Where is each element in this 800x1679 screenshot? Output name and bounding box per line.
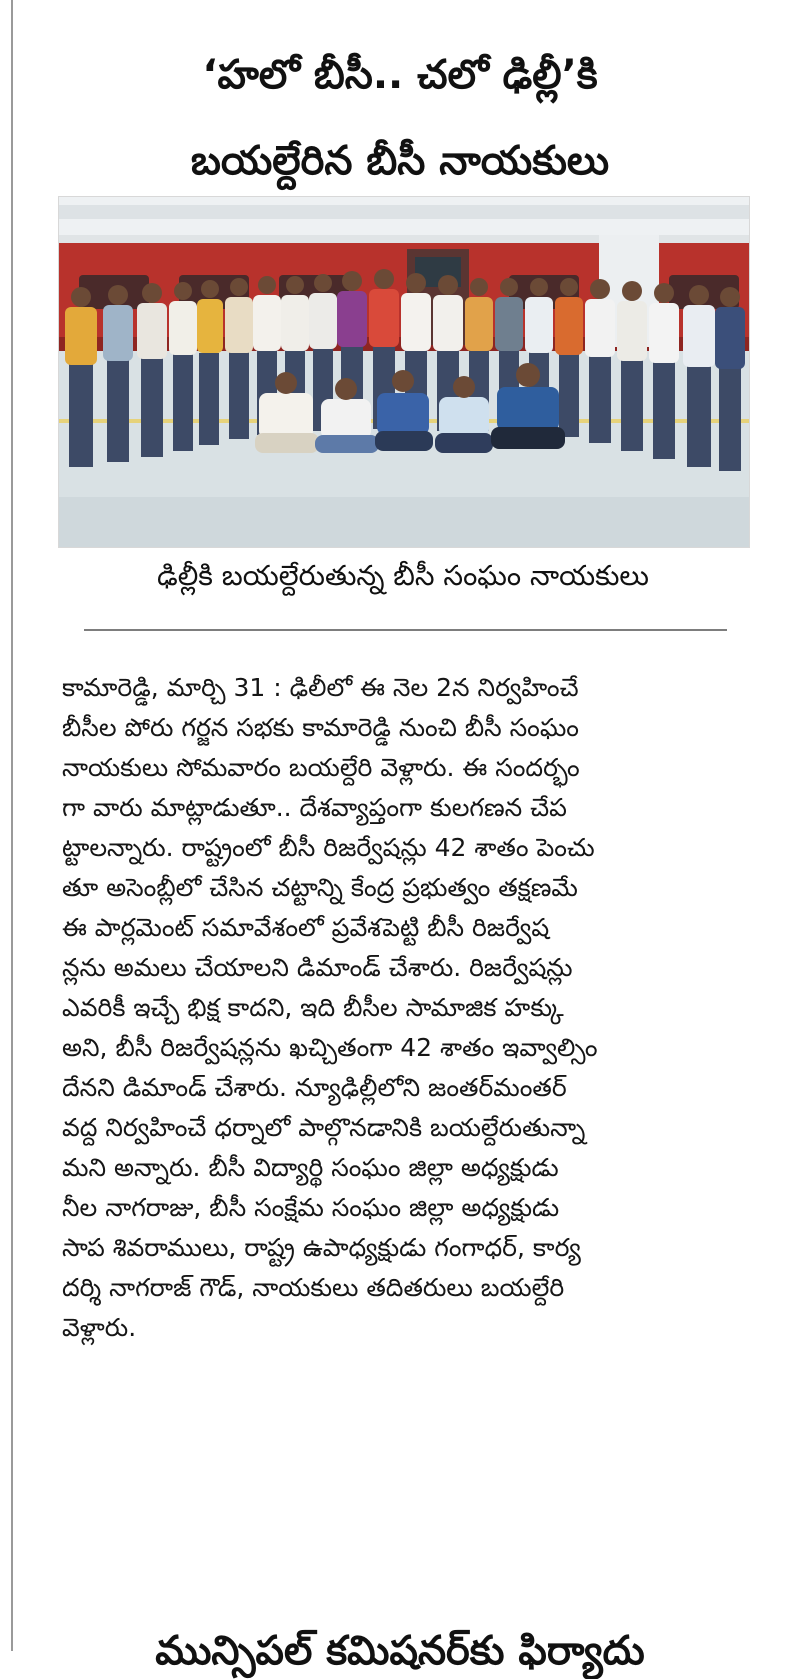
body-line: ఎవరికీ ఇచ్చే భిక్ష కాదని, ఇది బీసీల సామాజిక హక్కు <box>62 993 564 1022</box>
body-line: బీసీల పోరు గర్జన సభకు కామారెడ్డి నుంచి బీసీ సంఘం <box>62 713 579 742</box>
body-line: నీల నాగరాజు, బీసీ సంక్షేమ సంఘం జిల్లా అధ్యక్షుడు <box>62 1193 560 1222</box>
body-line: గా వారు మాట్లాడుతూ.. దేశవ్యాప్తంగా కులగణన చేప <box>62 793 567 822</box>
headline-line-2: బయల్దేరిన బీసీ నాయకులు <box>190 137 610 184</box>
body-line: దర్శి నాగరాజ్ గౌడ్, నాయకులు తదితరులు బయల్దేరి <box>62 1273 565 1302</box>
photo-caption: ఢిల్లీకి బయల్దేరుతున్న బీసీ సంఘం నాయకులు <box>157 559 649 592</box>
body-line: అని, బీసీ రిజర్వేషన్లను ఖచ్చితంగా 42 శాతం ఇవ్వాల్సిం <box>62 1033 598 1062</box>
body-line: మని అన్నారు. బీసీ విద్యార్థి సంఘం జిల్లా అధ్యక్షుడు <box>62 1153 559 1182</box>
body-line: దేనని డిమాండ్ చేశారు. న్యూఢిల్లీలోని జంతర్‌మంతర్ <box>62 1073 567 1102</box>
body-line: సాప శివరాములు, రాష్ట్ర ఉపాధ్యక్షుడు గంగాధర్, కార్య <box>62 1233 581 1262</box>
body-line: నాయకులు సోమవారం బయల్దేరి వెళ్లారు. ఈ సందర్భం <box>62 753 580 782</box>
body-line: ఈ పార్లమెంట్ సమావేశంలో ప్రవేశపెట్టి బీసీ రిజర్వేష <box>62 913 550 942</box>
body-line: కామారెడ్డి, మార్చి 31 : ఢిలీలో ఈ నెల 2న నిర్వహించే <box>62 673 579 702</box>
group-photo-illustration <box>59 197 749 547</box>
body-line: వెళ్లారు. <box>62 1313 137 1342</box>
headline-line-1: ‘హలో బీసీ.. చలో ఢిల్లీ’కి <box>202 51 598 98</box>
body-line: ట్టాలన్నారు. రాష్ట్రంలో బీసీ రిజర్వేషన్లు 42 శాతం పెంచు <box>62 833 595 862</box>
body-line: న్లను అమలు చేయాలని డిమాండ్ చేశారు. రిజర్వేషన్లు <box>62 953 573 982</box>
body-line: వద్ద నిర్వహించే ధర్నాలో పాల్గొనడానికి బయల్దేరుతున్నా <box>62 1113 586 1142</box>
next-article-headline: మున్సిపల్ కమిషనర్‌కు ఫిర్యాదు <box>155 1628 645 1675</box>
caption-divider <box>84 629 727 631</box>
news-photo <box>58 196 750 548</box>
body-line: తూ అసెంబ్లీలో చేసిన చట్టాన్ని కేంద్ర ప్రభుత్వం తక్షణమే <box>62 873 578 902</box>
column-divider <box>11 0 13 1651</box>
article-body <box>62 668 752 1348</box>
